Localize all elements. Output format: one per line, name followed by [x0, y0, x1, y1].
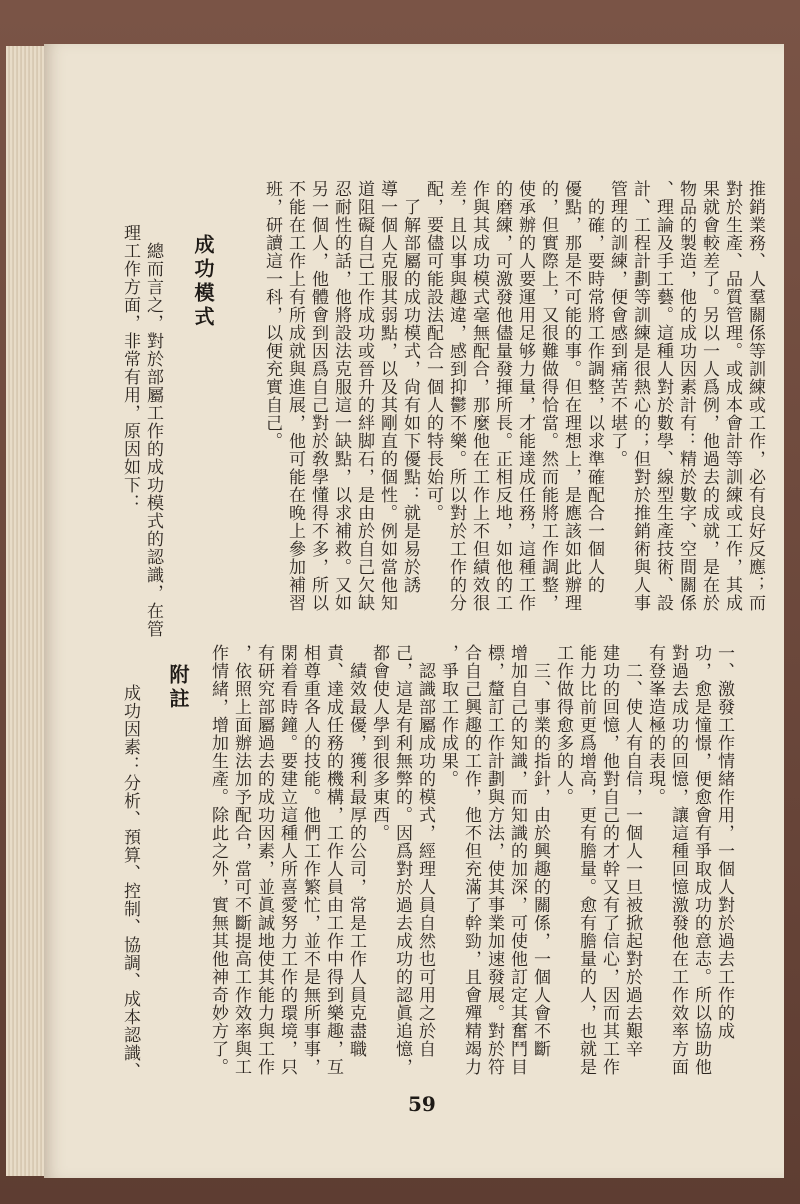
- text-column: 都會使人學到很多東西。: [369, 644, 389, 842]
- book-page: [44, 44, 784, 1178]
- text-column: 差，且以事與趣違，感到抑鬱不樂。所以對於工作的分: [446, 180, 466, 612]
- text-column: 功，愈是憧憬，便愈會有爭取成功的意志。所以協助他: [691, 644, 711, 1076]
- text-column: 閑着看時鐘。要建立這種人所喜愛努力工作的環境，只: [277, 644, 297, 1076]
- text-column: 能力比前更爲增高，更有膽量。愈有膽量的人，也就是: [576, 644, 596, 1076]
- text-column: ，爭取工作成果。: [438, 644, 458, 788]
- text-column: 對過去成功的回憶，讓這種回憶激發他在工作效率方面: [668, 644, 688, 1076]
- text-column: 忍耐性的話，他將設法克服這一缺點，以求補救。又如: [331, 180, 351, 612]
- text-column: 標，釐訂工作計劃與方法，使其事業加速發展。對於符: [484, 644, 504, 1076]
- text-column: 、理論及手工藝。這種人對於數學、線型生產技術、設: [653, 180, 673, 612]
- text-column: 道阻礙自己工作成功或晉升的絆脚石，是由於自己欠缺: [354, 180, 374, 612]
- upper-left-text-block: [118, 224, 164, 664]
- text-column: 另一個人，他體會到因爲自己對於敎學懂得不多，所以: [308, 180, 328, 612]
- text-column: 物品的製造，他的成功因素計有：精於數字、空間關係: [676, 180, 696, 612]
- text-column: 配，要儘可能設法配合一個人的特長始可。: [423, 180, 443, 522]
- text-column: 工作做得愈多的人。: [553, 644, 573, 806]
- text-column: 建功的回憶，他對自己的才幹又有了信心，因而其工作: [599, 644, 619, 1076]
- text-column: 二、使人有自信，一個人一旦被掀起對於過去艱辛: [622, 644, 642, 1058]
- page-number: 59: [408, 1092, 436, 1116]
- text-column: ，依照上面辦法加予配合，當可不斷提高工作效率與工: [231, 644, 251, 1076]
- note-text-block: [118, 684, 141, 1124]
- text-column: 一、激發工作情緒作用，一個人對於過去工作的成: [714, 644, 734, 1040]
- text-column: 了解部屬的成功模式，尙有如下優點：就是易於誘: [400, 180, 420, 594]
- text-column: 三、事業的指針，由於興趣的關係，一個人會不斷: [530, 644, 550, 1058]
- text-column: 有登峯造極的表現。: [645, 644, 665, 806]
- text-column: 導一個人克服其弱點，以及其剛直的個性。例如當他知: [377, 180, 397, 612]
- lower-text-block: [206, 644, 735, 1084]
- text-column: 有研究部屬過去的成功因素，並眞誠地使其能力與工作: [254, 644, 274, 1076]
- text-column: 的確，要時常將工作調整，以求準確配合一個人的: [584, 180, 604, 594]
- text-column: 不能在工作上有所成就與進展，他可能在晚上參加補習: [285, 180, 305, 612]
- text-column: 理工作方面，非常有用，原因如下：: [120, 224, 140, 512]
- text-column: 己，這是有利無弊的。因爲對於過去成功的認眞追憶，: [392, 644, 412, 1076]
- section-heading: 成功模式: [191, 234, 215, 330]
- text-column: 使承辦的人要運用足够力量，才能達成任務，這種工作: [515, 180, 535, 612]
- text-column: 責、達成任務的機構，工作人員由工作中得到樂趣，互: [323, 644, 343, 1076]
- text-column: 總而言之，對於部屬工作的成功模式的認識，在管: [143, 224, 163, 638]
- text-column: 對於生產、品質管理。或成本會計等訓練或工作，其成: [722, 180, 742, 612]
- text-column: 班，研讀這一科，以便充實自己。: [262, 180, 282, 450]
- text-column: 推銷業務、人羣關係等訓練或工作，必有良好反應；而: [745, 180, 765, 612]
- text-column: 相尊重各人的技能。他們工作繁忙，並不是無所事事，: [300, 644, 320, 1076]
- text-column: 的，但實際上，又很難做得恰當。然而能將工作調整，: [538, 180, 558, 612]
- text-column: 認識部屬成功的模式，經理人員自然也可用之於自: [415, 644, 435, 1058]
- text-column: 管理的訓練，便會感到痛苦不堪了。: [607, 180, 627, 468]
- text-column: 優點，那是不可能的事。但在理想上，是應該如此辦理: [561, 180, 581, 612]
- note-heading: 附註: [166, 664, 190, 712]
- text-column: 作與其成功模式毫無配合，那麼他在工作上不但績效很: [469, 180, 489, 612]
- text-column: 合自己興趣的工作，他不但充滿了幹勁，且會殫精竭力: [461, 644, 481, 1076]
- text-column: 的磨練，可激發他儘量發揮所長。正相反地，如他的工: [492, 180, 512, 612]
- text-column: 果就會較差了。另以一人爲例，他過去的成就，是在於: [699, 180, 719, 612]
- text-column: 計、工程計劃等訓練是很熱心的；但對於推銷術與人事: [630, 180, 650, 612]
- text-column: 作情緒，增加生產。除此之外，實無其他神奇妙方了。: [208, 644, 228, 1076]
- upper-text-block: [260, 180, 766, 620]
- text-column: 成功因素：分析、預算、控制、協調、成本認識、: [120, 684, 140, 1080]
- text-column: 績效最優，獲利最厚的公司，常是工作人員克盡職: [346, 644, 366, 1058]
- text-column: 增加自己的知識，而知識的加深，可使他訂定其奮鬥目: [507, 644, 527, 1076]
